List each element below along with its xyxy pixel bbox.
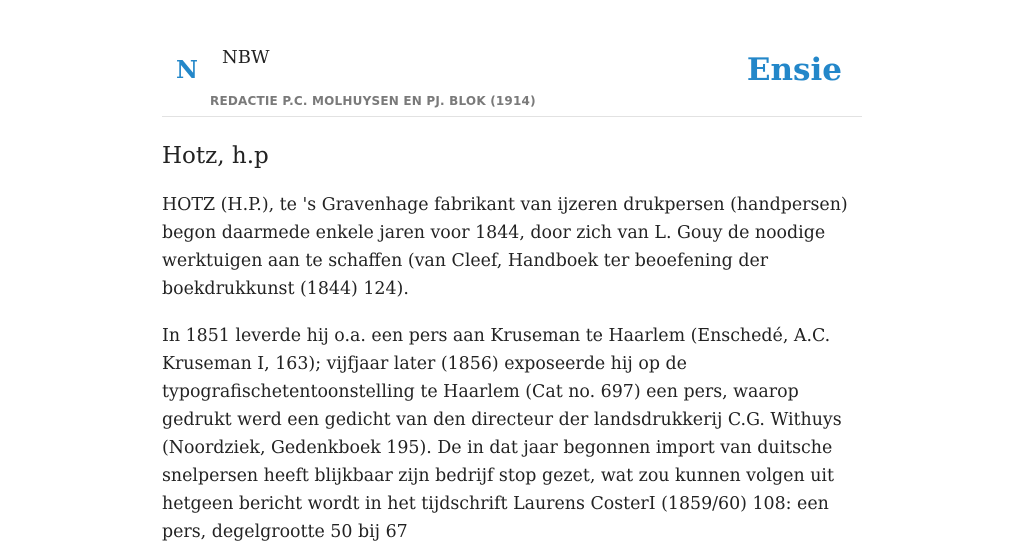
brand-logo[interactable]: Ensie <box>746 52 842 88</box>
article-title: Hotz, h.p <box>162 143 269 169</box>
article <box>162 141 862 546</box>
article-paragraph: HOTZ (H.P.), te 's Gravenhage fabrikant van ijzeren drukpersen (handpersen) begon daarmede enkele jaren voor 1844, door zich van L. Gouy de noodige werktuigen aan te schaffen (van Cleef, Handboek ter beoefening der boekdrukkunst (1844) 124). <box>162 195 848 299</box>
source-header <box>162 0 862 117</box>
article-paragraph: In 1851 leverde hij o.a. een pers aan Kruseman te Haarlem (Enschedé, A.C. Kruseman I, 163); vijfjaar later (1856) exposeerde hij op de typografischetentoonstelling te Haarlem (Cat no. 697) een pers, waarop gedrukt werd een gedicht van den directeur der landsdrukkerij C.G. Withuys (Noordziek, Gedenkboek 195). De in dat jaar begonnen import van duitsche snelpersen heeft blijkbaar zijn bedrijf stop gezet, wat zou kunnen volgen uit hetgeen bericht wordt in het tijdschrift Laurens CosterI (1859/60) 108: een pers, degelgrootte 50 bij 67 <box>162 326 842 542</box>
source-subtitle: REDACTIE P.C. MOLHUYSEN EN PJ. BLOK (1914) <box>210 94 536 108</box>
page-container <box>162 0 862 546</box>
source-logo-icon[interactable]: N <box>176 55 198 84</box>
source-name[interactable]: NBW <box>222 47 270 68</box>
